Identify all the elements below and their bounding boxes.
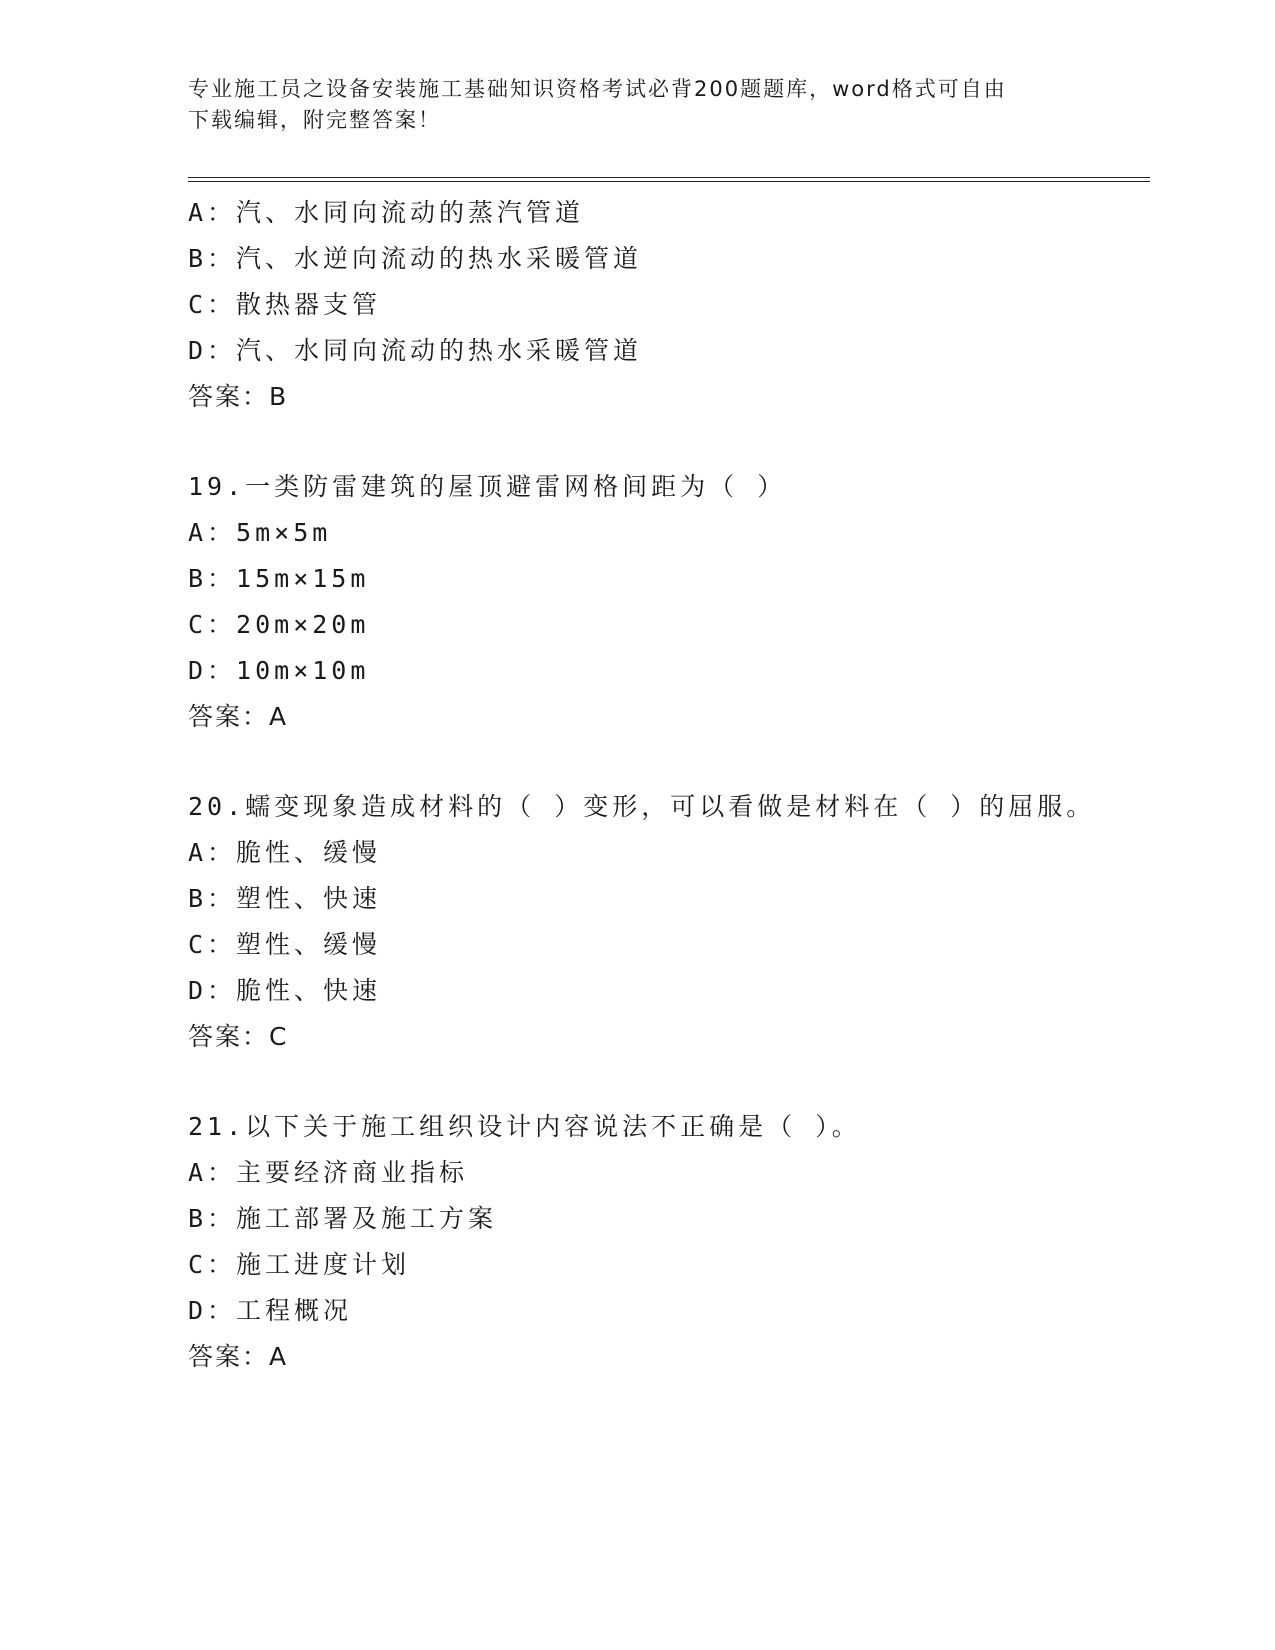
document-header	[188, 74, 1068, 136]
option-d: D：脆性、快速	[188, 976, 382, 1005]
question-block-19	[188, 464, 1148, 740]
option-a: A：脆性、缓慢	[188, 838, 382, 867]
option-b: B：汽、水逆向流动的热水采暖管道	[188, 244, 643, 273]
option-c: C：塑性、缓慢	[188, 930, 382, 959]
answer-line: 答案：C	[188, 1022, 289, 1051]
question-stem: 19.一类防雷建筑的屋顶避雷网格间距为（ ）	[188, 472, 787, 501]
option-a: A：汽、水同向流动的蒸汽管道	[188, 198, 585, 227]
option-c: C：20m×20m	[188, 610, 370, 639]
option-a: A：5m×5m	[188, 518, 332, 547]
question-stem: 20.蠕变现象造成材料的（ ）变形，可以看做是材料在（ ）的屈服。	[188, 792, 1096, 821]
option-d: D：10m×10m	[188, 656, 370, 685]
option-b: B：15m×15m	[188, 564, 370, 593]
question-block-partial	[188, 190, 1148, 420]
question-list	[188, 190, 1148, 1380]
header-line-2: 下载编辑，附完整答案！	[188, 108, 441, 132]
answer-line: 答案：A	[188, 1342, 289, 1371]
answer-line: 答案：A	[188, 702, 289, 731]
question-block-21	[188, 1104, 1148, 1380]
option-b: B：塑性、快速	[188, 884, 382, 913]
question-stem: 21.以下关于施工组织设计内容说法不正确是（ ）。	[188, 1112, 861, 1141]
option-a: A：主要经济商业指标	[188, 1158, 469, 1187]
option-c: C：散热器支管	[188, 290, 382, 319]
question-block-20	[188, 784, 1148, 1060]
option-d: D：工程概况	[188, 1296, 353, 1325]
option-b: B：施工部署及施工方案	[188, 1204, 498, 1233]
option-d: D：汽、水同向流动的热水采暖管道	[188, 336, 643, 365]
header-divider	[188, 177, 1150, 182]
option-c: C：施工进度计划	[188, 1250, 411, 1279]
header-line-1: 专业施工员之设备安装施工基础知识资格考试必背200题题库，word格式可自由	[188, 77, 1007, 101]
answer-line: 答案：B	[188, 382, 289, 411]
